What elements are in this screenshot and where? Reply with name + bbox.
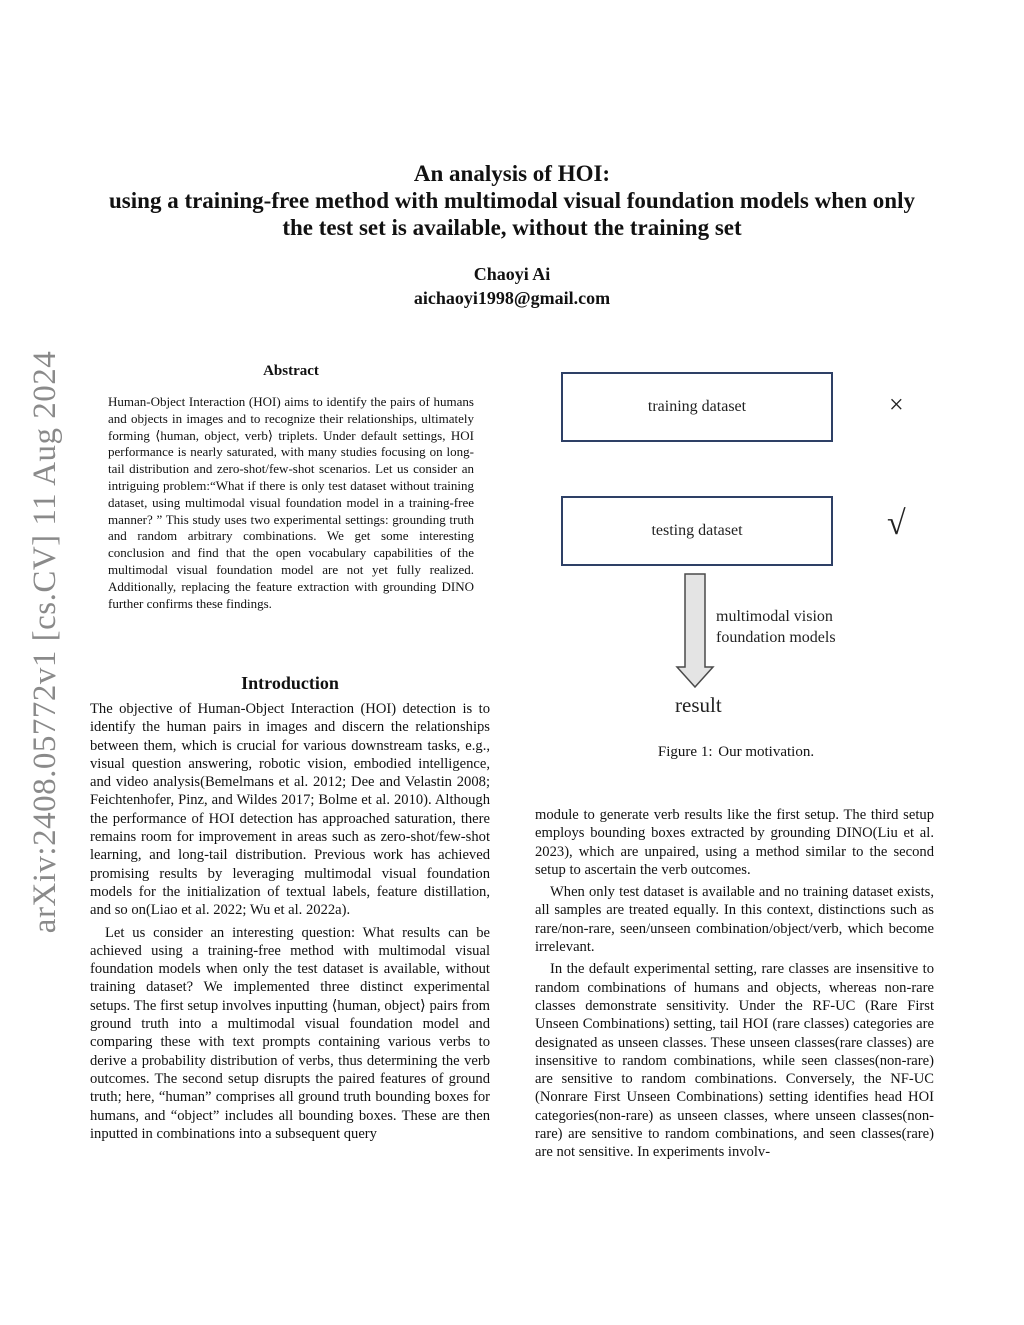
introduction-heading: Introduction [241,673,339,693]
arrow-label-line-1: multimodal vision [716,608,833,625]
intro-paragraph: The objective of Human-Object Interaction (HOI) detection is to identify the human pairs in images and discern the relationships between them, which is crucial for various downstream tasks, e.g., visual question answering, robotic vision, embodied intelligence, and video analysis(Bemelmans et al. 2012; Dee and Velastin 2008; Feichtenhofer, Pinz, and Wildes 2017; Bolme et al. 2010). Although the performance of HOI detection has approached saturation, there remains room for improvement in areas such as zero-shot/few-shot learning, and long-tail distribution. Previous work has achieved promising results by leveraging multimodal visual foundation models for the initialization of textual labels, feature distillation, and so on(Liao et al. 2022; Wu et al. 2022a). [90,701,490,919]
title-line-1: An analysis of HOI: [413,161,611,186]
author-block [0,262,1024,310]
title-line-2: using a training-free method with multimodal visual foundation models when only [109,188,915,213]
figure-1 [535,360,935,770]
training-dataset-label: training dataset [647,398,747,415]
intro-paragraph: Let us consider an interesting question: What results can be achieved using a training-free method with multimodal visual foundation models when only the test dataset is available, without training dataset? We implemented three distinct experimental setups. The first setup involves inputting ⟨human, object⟩ pairs from ground truth into a multimodal visual foundation model and comparing these with text prompts containing various verbs to derive a probability distribution of verbs, thus determining the verb outcomes. The second setup disrupts the paired features of ground truth; here, “human” comprises all ground truth bounding boxes for humans, and “object” includes all bounding boxes. These are then inputted in combinations into a subsequent query [90,924,490,1142]
arrow-label [716,606,836,648]
arrow-label-line-2: foundation models [716,629,836,646]
introduction-body [90,700,490,1143]
cross-mark-icon: × [889,390,904,419]
testing-dataset-box [561,496,833,566]
down-arrow-icon [675,573,715,689]
check-mark-icon: √ [887,505,906,542]
figure-caption [535,744,935,761]
arxiv-identifier: arXiv:2408.05772v1 [cs.CV] 11 Aug 2024 [27,350,63,934]
author-name: Chaoyi Ai [473,264,551,284]
caption-text: Our motivation. [718,744,815,760]
training-dataset-box [561,372,833,442]
body-paragraph: module to generate verb results like the first setup. The third setup employs bounding boxes extracted by grounding DINO(Liu et al. 2023), which are unpaired, using a method similar to the second setup to ascertain the verb outcomes. [535,807,934,878]
title-line-3: the test set is available, without the training set [282,215,742,240]
abstract-heading: Abstract [263,363,319,379]
body-paragraph: When only test dataset is available and no training dataset exists, all samples are treated equally. In this context, distinctions such as rare/non-rare, seen/unseen combination/object/verb, which become irrelevant. [535,884,934,956]
author-email: aichaoyi1998@gmail.com [413,288,611,308]
caption-prefix: Figure 1: [657,744,713,760]
abstract-text: Human-Object Interaction (HOI) aims to identify the pairs of humans and objects in images and to recognize their relationships, ultimately forming ⟨human, object, verb⟩ triplets. Under default settings, HOI performance is nearly saturated, with many studies focusing on long-tail distribution and zero-shot/few-shot scenarios. Let us consider an intriguing problem:“What if there is only test dataset without training dataset, using multimodal visual foundation model in a training-free manner? ” This study uses two experimental settings: grounding truth and random arbitrary combinations. We get some interesting conclusion and find that the open vocabulary capabilities of the multimodal visual foundation model are not yet fully realized. Additionally, replacing the feature extraction with grounding DINO further confirms these findings. [108,394,474,611]
body-paragraph: In the default experimental setting, rare classes are insensitive to random combinations of humans and objects, whereas non-rare classes demonstrate sensitivity. Under the RF-UC (Rare First Unseen Combinations) setting, tail HOI (rare classes) categories are designated as unseen classes. These unseen classes(rare classes) are insensitive to random combinations, while seen classes(non-rare) are sensitive to random combinations. Conversely, the NF-UC (Nonrare First Unseen Combinations) setting identifies head HOI categories(non-rare) as unseen classes, where unseen classes(non-rare) are sensitive to random combinations, and seen classes(rare) are not sensitive. In experiments involv- [535,961,934,1161]
right-column-body [535,806,934,1162]
paper-title [60,160,964,241]
testing-dataset-label: testing dataset [651,522,743,539]
result-label: result [675,693,722,717]
